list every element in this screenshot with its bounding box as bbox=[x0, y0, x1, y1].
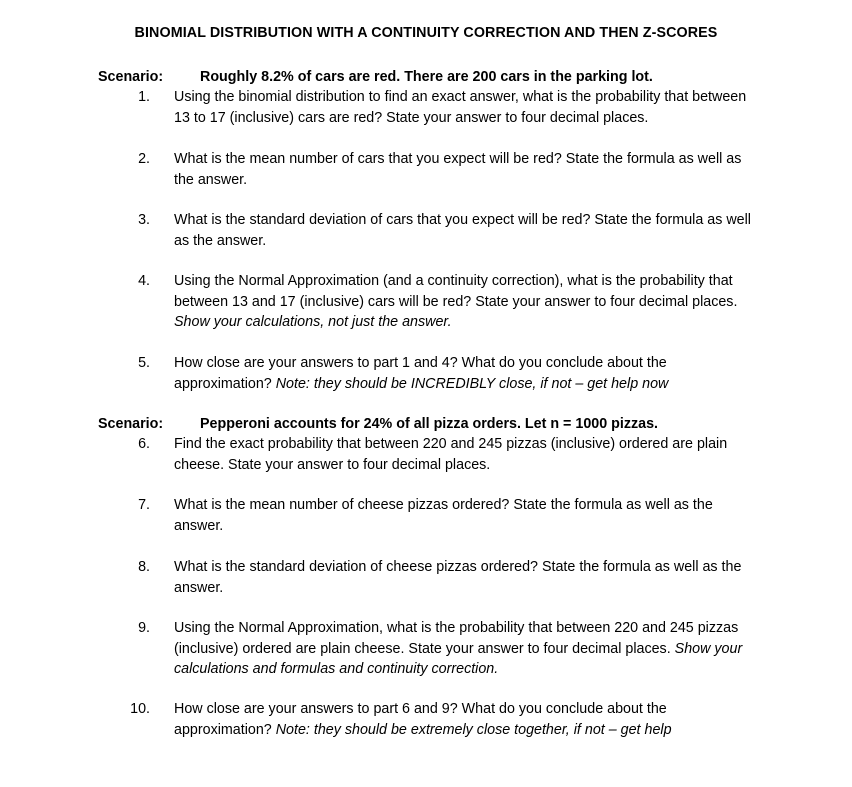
scenario-header bbox=[98, 67, 798, 88]
question-body: What is the standard deviation of cheese pizzas ordered? State the formula as well as the answer. bbox=[174, 559, 742, 596]
question-number: 2. bbox=[138, 151, 150, 167]
question-body: Using the binomial distribution to find an exact answer, what is the probability that between 13 to 17 (inclusive) cars are red? State your answer to four decimal places. bbox=[174, 89, 747, 126]
question-number: 6. bbox=[138, 436, 150, 452]
question-note: Note: they should be INCREDIBLY close, if not – get help now bbox=[275, 375, 669, 392]
scenario-header bbox=[98, 414, 798, 435]
question-number: 7. bbox=[138, 497, 150, 513]
scenario-label: Scenario: bbox=[98, 69, 164, 85]
question-text bbox=[174, 271, 754, 333]
question-text bbox=[174, 699, 754, 740]
scenario-text: Roughly 8.2% of cars are red. There are 200 cars in the parking lot. bbox=[200, 69, 653, 85]
question-body: Using the Normal Approximation (and a continuity correction), what is the probability that between 13 and 17 (inclusive) cars will be red? State your answer to four decimal places. bbox=[174, 273, 738, 310]
question-note: Show your calculations, not just the answer. bbox=[174, 314, 452, 330]
question-body: What is the standard deviation of cars that you expect will be red? State the formula as well as the answer. bbox=[174, 212, 751, 249]
question-number: 4. bbox=[138, 273, 150, 289]
question-body: What is the mean number of cars that you expect will be red? State the formula as well as the answer. bbox=[174, 151, 742, 188]
question-text bbox=[174, 87, 754, 128]
question-number: 9. bbox=[138, 620, 150, 636]
question-body: How close are your answers to part 6 and 9? What do you conclude about the approximation? bbox=[174, 701, 667, 738]
question-number: 10. bbox=[130, 701, 150, 717]
question-note: Show your calculations and formulas and continuity correction. bbox=[174, 640, 743, 677]
question-note: Note: they should be extremely close together, if not – get help bbox=[275, 721, 672, 738]
page-title: BINOMIAL DISTRIBUTION WITH A CONTINUITY CORRECTION AND THEN Z-SCORES bbox=[134, 25, 718, 41]
question-body: What is the mean number of cheese pizzas ordered? State the formula as well as the answer. bbox=[174, 497, 713, 534]
question-text bbox=[174, 353, 754, 394]
scenario-label: Scenario: bbox=[98, 416, 164, 432]
question-text bbox=[174, 495, 754, 536]
question-number: 5. bbox=[138, 355, 150, 371]
question-number: 8. bbox=[138, 559, 150, 575]
question-text bbox=[174, 557, 754, 598]
question-text bbox=[174, 618, 754, 680]
question-text bbox=[174, 210, 754, 251]
scenario-text: Pepperoni accounts for 24% of all pizza orders. Let n = 1000 pizzas. bbox=[200, 416, 659, 432]
question-number: 1. bbox=[138, 89, 150, 105]
question-text bbox=[174, 149, 754, 190]
question-text bbox=[174, 434, 754, 475]
question-body: How close are your answers to part 1 and 4? What do you conclude about the approximation? bbox=[174, 355, 667, 392]
question-body: Using the Normal Approximation, what is the probability that between 220 and 245 pizzas (inclusive) ordered are plain cheese. State your answer to four decimal places. bbox=[174, 620, 739, 657]
question-body: Find the exact probability that between 220 and 245 pizzas (inclusive) ordered are plain cheese. State your answer to four decimal places. bbox=[174, 436, 728, 473]
question-number: 3. bbox=[138, 212, 150, 228]
